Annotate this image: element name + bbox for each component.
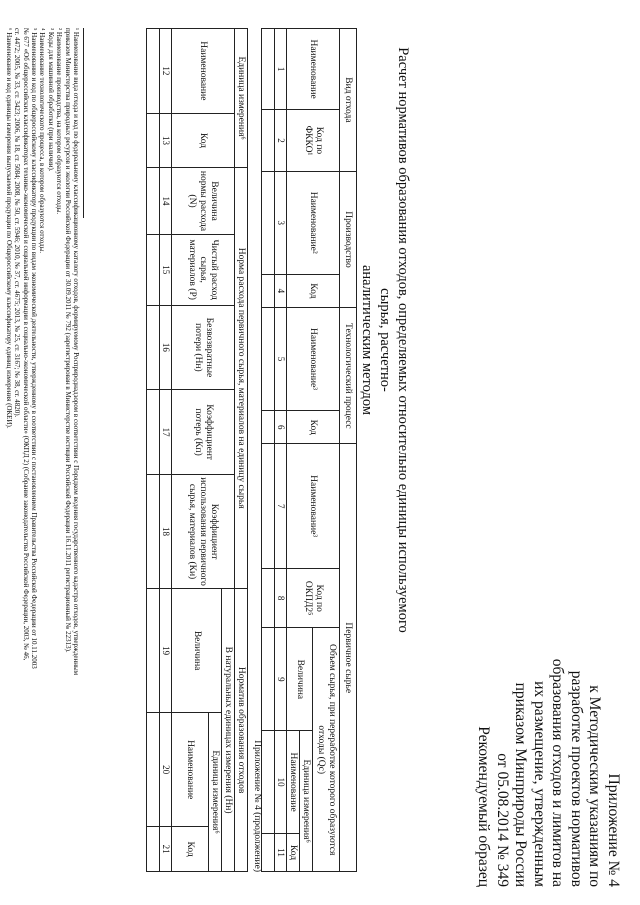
appendix-line: Приложение № 4 [605, 773, 622, 887]
header-production: Производство [340, 171, 357, 307]
col2-loss-coef: Коэффициент потерь (Кп) [172, 390, 235, 475]
appendix-line: разработке проектов нормативов [568, 670, 585, 887]
footnote: № 677 «Об общероссийских классификаторах технико-экономической и социальной информации в социально-экономической области» (ОКПД 2) (Собрание законодательства Российской Федерации, 2003, № 46, [21, 28, 30, 661]
appendix-line: к Методическим указаниям по [586, 685, 604, 887]
col-number: 14 [160, 168, 172, 235]
appendix-line: приказом Минприроды России [512, 682, 530, 887]
col-raw-name: Наименование³ [287, 444, 340, 568]
table-cell [262, 171, 275, 274]
col-qc-unit: Единица измерения⁶ [300, 731, 313, 872]
col-number: 6 [275, 410, 287, 444]
col-number: 8 [275, 568, 287, 628]
norms-table-part-1 [261, 28, 357, 872]
header-norm-waste: Норматив образования отходов [235, 589, 248, 872]
col-number: 17 [160, 390, 172, 475]
col-number: 12 [160, 29, 172, 114]
col-number: 11 [275, 834, 287, 872]
header-unit-2: Единица измерения⁶ [209, 713, 222, 872]
col-number: 19 [160, 589, 172, 713]
table-cell [147, 168, 160, 235]
footnotes [4, 28, 84, 888]
appendix-line: от 05.08.2014 № 349 [494, 753, 511, 887]
col2-losses: Безвозвратные потери (Нн) [172, 305, 235, 390]
col2-unit-code: Код [172, 113, 235, 168]
col-production-name: Наименование² [287, 171, 340, 274]
header-norm-raw: Норма расхода первичного сырья, материалов на единицу сырья [235, 168, 248, 589]
col-waste-name: Наименование [287, 29, 340, 110]
footnote-divider [83, 28, 84, 218]
title-line-2: аналитическим методом [359, 264, 375, 416]
col2-waste-value: Величина [172, 589, 222, 713]
col-number: 21 [160, 827, 172, 872]
table-cell [147, 827, 160, 872]
footnote: ⁴ Наименование технологического процесса, в котором образуются отходы. [38, 28, 47, 254]
col-unit-name: Наименование [287, 731, 300, 834]
table-cell [147, 474, 160, 588]
col-number: 20 [160, 713, 172, 827]
appendix-line: образования отходов и лимитов на [549, 658, 567, 887]
col-unit-code: Код [287, 834, 300, 872]
col2-waste-unit-name: Наименование [172, 713, 209, 827]
appendix-line: Рекомендуемый образец [475, 726, 493, 887]
col-number: 16 [160, 305, 172, 390]
table-cell [147, 305, 160, 390]
col-raw-volume: Объем сырья, при переработке которого образуются отходы (Qс) [313, 628, 340, 872]
header-primary-raw: Первичное сырье [340, 444, 357, 872]
table-cell [147, 113, 160, 168]
norms-table-part-2 [146, 28, 248, 872]
footnote: ³ Коды для машинной обработки (при наличии). [46, 28, 55, 172]
continuation-label: Приложение № 4 (продолжение) [252, 740, 262, 872]
header-unit: Единица измерения⁶ [235, 29, 248, 168]
col-number: 1 [275, 29, 287, 110]
col-qc-value: Величина [287, 628, 313, 731]
col-number: 13 [160, 113, 172, 168]
table-cell [262, 628, 275, 731]
col-number: 18 [160, 474, 172, 588]
footnote: ¹ Наименование вида отхода и код по федеральному классификационному каталогу отходов, формируемому Росприроднадзором в соответствии с Порядком ведения государственного кадастра отходов, утвержденным [72, 28, 80, 676]
col2-net-consumption: Чистый расход сырья, материалов (Р) [172, 234, 235, 305]
table-cell [262, 731, 275, 834]
table-cell [147, 589, 160, 713]
col2-usage-coef: Коэффициент использования первичного сырья, материалов (Ки) [172, 474, 235, 588]
table-cell [262, 568, 275, 628]
col-process-code: Код [287, 410, 340, 444]
table-cell [262, 110, 275, 172]
col-number: 9 [275, 628, 287, 731]
table-cell [262, 274, 275, 308]
footnote: ⁶ Наименование и код единицы измерения выпускаемой продукции по Общероссийскому классификатору единиц измерения (ОКЕИ). [4, 28, 13, 429]
title-line-1: Расчет нормативов образования отходов, определяемых относительно единицы используемого сырья, расчетно- [377, 47, 411, 633]
col-number: 2 [275, 110, 287, 172]
col-number: 7 [275, 444, 287, 568]
header-tech-process: Технологический процесс [340, 308, 357, 444]
col-number: 4 [275, 274, 287, 308]
header-waste-type: Вид отхода [340, 29, 357, 172]
table-cell [262, 444, 275, 568]
col-okpd2-code: Код по ОКПД2⁵ [287, 568, 340, 628]
col2-unit-name: Наименование [172, 29, 235, 114]
footnote: ст. 4472; 2005, № 33, ст. 3423; 2006, № 18, ст. 5084; 2008, № 50, ст. 5946; 2010, № 37, ст. 4675; 2013, № 25, ст. 3167; № 38, ст. 4820). [13, 28, 22, 418]
footnote: ² Наименование производства, на котором образуются отходы. [55, 28, 64, 215]
header-natural-units: В натуральных единицах измерения (Нн) [222, 589, 235, 872]
table-cell [262, 410, 275, 444]
table-cell [147, 390, 160, 475]
table-cell [262, 834, 275, 872]
col2-norm-value: Величина нормы расхода (N) [172, 168, 235, 235]
col-number: 5 [275, 308, 287, 411]
table-cell [262, 308, 275, 411]
table-cell [147, 713, 160, 827]
appendix-header [474, 587, 622, 887]
col-fkko-code: Код по ФККО¹ [287, 110, 340, 172]
col-process-name: Наименование³ [287, 308, 340, 411]
col-number: 10 [275, 731, 287, 834]
appendix-line: их размещение, утвержденным [531, 681, 548, 887]
footnote: приказом Министерства природных ресурсов и экологии Российской Федерации от 30.09.2011 № 792 (зарегистрирован в Министерстве юстиции Российской Федерации 16.11.2011 регистрационный № 22313). [63, 28, 72, 653]
col-production-code: Код [287, 274, 340, 308]
col-number: 15 [160, 234, 172, 305]
footnote: ⁵ Наименование и код по общероссийскому классификатору продукции по видам экономической деятельности, утвержденному в соответствии с постановлением Правительства Российской Федерации от 10.11.2003 [29, 28, 38, 669]
col2-waste-unit-code: Код [172, 827, 209, 872]
table-cell [147, 29, 160, 114]
table-cell [262, 29, 275, 110]
col-number: 3 [275, 171, 287, 274]
table-cell [147, 234, 160, 305]
document-title [358, 40, 412, 640]
